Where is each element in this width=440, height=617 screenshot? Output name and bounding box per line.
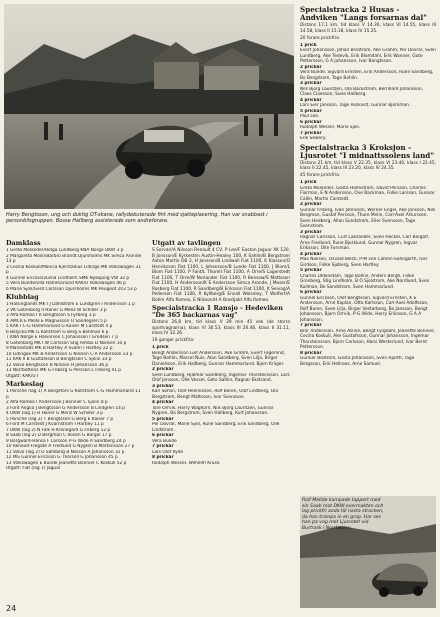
- husas-intro: 20 forare prickfria.: [300, 35, 341, 41]
- markeslag-row: 11 Volvo (lag 2) O Sahlberg B Nilsson A Johansson 31 p: [6, 449, 125, 455]
- kroksjon-row: 2 prickar: [300, 202, 322, 207]
- results-column-middle: [152, 238, 290, 608]
- kroksjon-row: 3 prickar: [300, 229, 322, 235]
- utgatt-heading: Utgatt av tavlingen: [152, 239, 221, 247]
- kroksjon-row: Max Nielsen, Osvald Bleck, P-M von Cahlen-Sahngarth, Ivar Girdson, Folke Sjoberg, Sven Hartley.: [300, 257, 428, 268]
- husas-heading: Specialstracka 2 Husas - Andviken "Langs forsarnas dal": [300, 5, 428, 22]
- kroksjon-row: Gunnel Ericsson, Olof Bengtsson, Sigvard Ernsten, K E Andersson, Arne Kaplan, Otto Karlsson, Carl-Axel Adolfsson, Rolf Boren, Sven Lilja, Birger Vestarberg, Bo Jansson, Bengt Johansson, Bjorn Orrvik, P-G Wide, Harry Eriksson, G A A Johansson.: [300, 295, 429, 323]
- kroksjon-row: Gunnar Friberg, Ivan Johnsson, Werner Engel, Ake Jonsson, Nils Bergman, Gustaf Persson, Thure Melin, Carl-Axel Arturssen, Sven Hedberg, Allan Sundstrom, Eiler Svensson, Tage Svenstrom.: [300, 207, 436, 229]
- page-number: 24: [6, 604, 17, 613]
- kroksjon-row: Greta Molander, Gosta Holmstrom, David Persson, Charles Florman, E N Andersson, Ove Backman, Folke Larsson, Gunnar Callin, Martin Carstedt.: [300, 185, 435, 202]
- inset-caption: Rolf Mellde kampade tappert med sin Saab mot DKW-overmakten och lag prickfri anda till nasta stracken, da hon trampa in en grop. Har ses han pa vag mot Ljusrotet vid Burtrask i Norrbotten.: [302, 498, 384, 531]
- ransjo-row: 4 prickar: [152, 400, 174, 405]
- markeslag-row: 6 Ford M Carstedt J Kvarnstrom I Hartley 11 p: [6, 422, 104, 427]
- markeslag-row: 12 MG Gunnel Ericsson G Thorsell G Johansson 45 p: [6, 455, 118, 460]
- damklass-row: 1 Greta Molander/Helga Lundberg KNA Norge DKW 3 p: [6, 248, 124, 253]
- markeslag-row: 10 Renault-Fregate A Fredlund G Nygren B Martensson 27 p: [6, 444, 135, 449]
- klubblag-row: 2 VK Gotenborg II Haner G Menz W Schiller 3 p: [6, 307, 107, 313]
- results-column-left: [6, 238, 142, 604]
- markeslag-row: 5 Porsche (lag 2) T Bengtsson G Berg E Kaiser 7 p: [6, 416, 114, 422]
- husas-row: Rudolph Wessel, Marie Sjoli.: [300, 125, 361, 130]
- husas-row: 5 prickar: [300, 108, 322, 114]
- markeslag-row: 1 Porsche (lag 1) A Borgefors G Kallstrom C-G Hammarlund 11 p: [6, 389, 141, 400]
- klubblag-row: 9 Mariestads MK B Hartley A Svahn I Hartley 22 p: [6, 346, 113, 351]
- ransjo-row: Bengt Andersson Leif Andersson, Ake Grahm, Evert Fagerlind, Tage Bohlin, Marcel Nuis, Alan Sandberg, Sven Lilja, Birger Danielsson, Erik Hallberg, Gunnar Hammarlund, Bjorn Kriiger.: [152, 350, 285, 367]
- husas-row: 3 prickar: [300, 81, 322, 86]
- klubblag-row: 11 KAK II B Gustafsson B Bengtsson C Sjolin 33 p: [6, 357, 112, 362]
- klubblag-row: 3 Alfa-Romeo I R Bengtsson S Fyrberg 3 p: [6, 313, 96, 318]
- markeslag-list: [6, 389, 142, 472]
- markeslag-row: 3 Ford Anglia J Bengtsson G Andersson B Lindgren 14 p: [6, 405, 125, 411]
- klubblag-list: [6, 302, 142, 379]
- ransjo-row: 5 prickar: [152, 416, 174, 422]
- kroksjon-row: Gunnar Bostrom, Gosta Johansson, Sven Hjorth, Tage Bergsson, Erik Hellroos, Arne Samuel.: [300, 356, 415, 367]
- ransjo-row: 2 prickar: [152, 367, 174, 372]
- klubblag-row: 10 Lidingoe MK B Andersson G Nilsson C-A Andersson 23 p: [6, 351, 133, 357]
- ransjo-row: 8 prickar: [152, 455, 174, 460]
- ransjo-row: Per Dovrar, Marie Sjoli, Rune Sandberg, Erik Sandberg, Olle Lindstrom.: [152, 422, 280, 433]
- damklass-list: [6, 248, 142, 292]
- husas-row: 2 prickar: [300, 64, 322, 70]
- klubblag-row: 8 Gotenborg MK I W Carlsson Stig Almbo D Nielsen 10 p: [6, 340, 127, 346]
- husas-row: 7 prickar: [300, 130, 322, 136]
- husas-distance: Distans 17,1 km, tid klass V 14.30, klass VI 14.55, klass III 14.58, klass II 15.18, klass IV 15.25.: [300, 23, 436, 34]
- klubblag-row: 13 Norrbottens MK G Friberg G Persson L Friberg 41 p: [6, 368, 122, 373]
- kroksjon-row: 7 prickar: [300, 323, 322, 328]
- ransjo-row: Lars Olof Ryde: [152, 449, 184, 455]
- klubblag-row: 6 Bolycka MK G Kallstrom G Berg S Bohman 6 p: [6, 329, 109, 335]
- markeslag-row: 13 Volkswagen E Bunde Jeanette Bonnier C Koskull 52 p: [6, 460, 127, 466]
- klubblag-row: 4 AMCR E Mello E Magnusson O Sandegren 5 p: [6, 318, 107, 324]
- markeslag-row: 9 Borgward-Hansa F Larsson P-G Wide A Sandberg 24 p: [6, 438, 126, 444]
- damklass-row: 5 Vera Bunde/Ulla Hammarlund KAK/U Volkswagen 46 p: [6, 281, 127, 286]
- klubblag-row: Utgatt: KAK/U I: [6, 373, 39, 379]
- damklass-row: 3 Cecilia Koskull/Monica Kjerstadius Lidingo MK Volkswagen 31 p: [6, 264, 141, 275]
- husas-row: Lars Eier Jansson, Tage Roskvist, Gunnar Bjorkman.: [300, 103, 411, 108]
- kroksjon-heading: Specialstracka 3 Kroksjon - Ljusrotet "I midnattssolens land": [300, 142, 435, 160]
- damklass-row: 2 Margareta Molin/Barbro Brandt Djursholms MK Simca Aronde 13 p: [6, 253, 142, 264]
- husas-row: Erik Sewery.: [300, 136, 327, 141]
- ransjo-row: Sven Lundberg, Hjalmar Sandberg, Ingemar Thorsteinsson, Lars Olof Jonsson, Olle Vessel, Gote Sahlin, Ragnar Ekstrand.: [152, 372, 290, 383]
- husas-list: [300, 43, 436, 142]
- ransjo-list: [152, 345, 290, 466]
- husas-row: 6 prickar: [300, 119, 322, 125]
- kroksjon-row: 5 prickar: [300, 268, 322, 273]
- husas-row: Evert Johansson, Johan Brostrom, Ake Grahm, Per Dovrar, Sven Lundberg, Ake Tedevik, Erik Blomdahl, Erik Wanner, Gote Pettersson, G A Johansson, Ivar Bengtsson.: [300, 48, 436, 64]
- klubblag-row: 1 Halsinglands MK I J Dahlstrom E Lundgren I Andersson 1 p: [6, 302, 135, 307]
- ransjo-intro: 19 ganger prickfria:: [152, 338, 195, 343]
- markeslag-row: 4 DKW (lag 1) H Haner G Menz W Schiller 3 p: [6, 411, 104, 416]
- klubblag-row: 12 Volvo Bengtsson B Nilsson H Johansson 36 p: [6, 362, 109, 368]
- klubblag-row: 7 KNA Norge E Halvorsen C Johansson I Gredsen 7 p: [6, 335, 119, 340]
- photo-caption: Harry Bengtsson, ung och duktig OT-skane, rallydebuterade fint med sjatteplacering. Han var snabbast i personbilsgruppen. Bosse Hallberg assisterade som andreforare.: [6, 212, 268, 225]
- ransjo-row: 3 prickar: [152, 383, 174, 389]
- kroksjon-distance: Distans 21 km, tid klass V 22.35, klass VI 23.40, klass I 22.45, klass II 22.45, klass III 23.20, klass IV 24.35.: [300, 160, 436, 171]
- ransjo-row: 6 prickar: [152, 433, 174, 438]
- kroksjon-row: Charles Oldenstam, Tage Bohlin, Anders Bergh, Folke Gronberg, Stig Lindholm, B O Sjolstrom, Ake Nordlund, Sven Kullman, Bo Sandstrom, Sven Hammarlund.: [300, 273, 430, 290]
- markeslag-row: 7 DKW (lag 2) N Falk H Kronegard G Friberg 12 p: [6, 427, 111, 433]
- kroksjon-list: [300, 180, 436, 367]
- damklass-heading: Damklass: [6, 239, 41, 247]
- damklass-row: 6 Marie Sjoli/Gerd Carlsson Djursholms MK Peugeot 203 53 p: [6, 286, 137, 292]
- kroksjon-row: 8 prickar: [300, 350, 322, 356]
- ransjo-distance: Distans 26,8 km, tid klass V 29 min 45 sek (de storra sportvagnarna), klass VI 30.53, klass III 26.46, klass II 31.11, klass IV 32.26.: [152, 320, 290, 336]
- husas-row: 4 prickar: [300, 97, 322, 103]
- rally-photo: [4, 4, 294, 209]
- kroksjon-row: Ragnar Carlsson, Curt Laksander, Sven Hackel, Carl Bergolf, Arne Fredlund, Rune Bjorklund, Gunnar Nygren, Ingvar Eriksson, Olle Forsman.: [300, 235, 430, 251]
- markeslag-row: 2 Alfa-Romeo I Andersson J Bonnier C Sjolin 8 p: [6, 400, 108, 405]
- husas-row: 1 prick: [300, 42, 317, 48]
- ransjo-row: 7 prickar: [152, 444, 174, 449]
- ransjo-row: Rudolph Wessel, Wilhelm Kruse.: [152, 460, 221, 466]
- kroksjon-row: 4 prickar: [300, 251, 322, 257]
- ransjo-row: Tore Orrvik, Harry Waghorn, Nils Bjorg Lauritzen, Gunnar Nygren, Bo Bergstrom, Sven Hallberg, Kurt Johansson.: [152, 405, 274, 416]
- ransjo-row: Karl Sohlin, Olof Henriksson, Rolf Boren, Olof Lindberg, Ola Bergstrom, Bengt Mattsson, Ivar Svensson.: [152, 389, 279, 400]
- klubblag-heading: Klubblag: [6, 293, 39, 301]
- damklass-row: 4 Gunnel Ericsson/Lena Lindholm SMK Nykoping VW 32 p: [6, 275, 130, 281]
- klubblag-row: 5 KAK I C-G Hammarlund G Kaiser M Carstedt 4 p: [6, 324, 113, 329]
- husas-row: Nils Bjorg Lauritzen, Ola Backstrom, Bernhard Johansson, Claes Claesson, Sune Hallberg.: [300, 86, 423, 97]
- markeslag-row: 8 Saab (lag 2) D Bergman C Rosen G Borgel 17 p: [6, 433, 112, 438]
- kroksjon-intro: 45 forare prickfria.: [300, 173, 341, 178]
- kroksjon-row: 6 prickar: [300, 290, 322, 295]
- utgatt-text: S Sorvari/A Nilsson Renault 4 CV, P Lee/F Easton Jaguar XK 120, B Jonsson/E Kyrkesten Austin-Healey 100, K Sahlin/B Bergstrom Aston Martin DB 2, H Jonsson/B Lindwall Fiat 1100, K Klasson/O Henriksson Fiat 1100, L Johansson/B Lunde Fiat 1100, J Blom/L Blom Fiat 1100, P Fant/L Thorell Fiat 1100, A Orre/S Lagerstedt Fiat 1100, T Orre/W Norlander Fiat 1100, R Bensow/S Mattsson Fiat 1100, H Andersson/K E Andersson Simca Aronde, J Moser/E Rosberg Fiat 1100, R Sandberg/B Eriksson Fiat 1100, K Seivag/A Pedersen Fiat 1100, R Kyllberg/E Envall Wolseley, T Wolfert/A Bohm Alfa Romeo, E Nilsson/H A Brostjakt Alfa Romeo.: [152, 248, 290, 303]
- markeslag-heading: Markeslag: [6, 380, 44, 388]
- ransjo-heading: Specialstracka 1 Ransjo - Hedeviken "De 365 backarnas vag": [152, 304, 283, 319]
- ransjo-row: Vera Bunde: [152, 438, 177, 444]
- husas-row: Vera Bunde, Sigvard Ernsten, Erik Andersson, Rune Sandberg, Bo Bergstrom, Tage Bohlin.: [300, 70, 434, 81]
- kroksjon-row: 1 prick: [300, 180, 317, 185]
- rally-photo-image: [4, 4, 294, 209]
- kroksjon-row: Bror Andersson, Arne Asline, Bengt Fyrgdahl, Jeanette Bonnier, Cecilia Koskull, Ake Gustafsson, Gunnar Johansson, Ingemar Thorsteinsson, Bjorn Carlsson, Hans Westerlund, Ivar Bernt Pettersson.: [300, 328, 436, 350]
- ransjo-row: 1 prick: [152, 345, 169, 350]
- inset-photo: [300, 496, 436, 608]
- markeslag-row: Utgatt: Fiat (lag 1) Jaguar: [6, 466, 61, 471]
- husas-row: Paul Lee.: [300, 114, 320, 119]
